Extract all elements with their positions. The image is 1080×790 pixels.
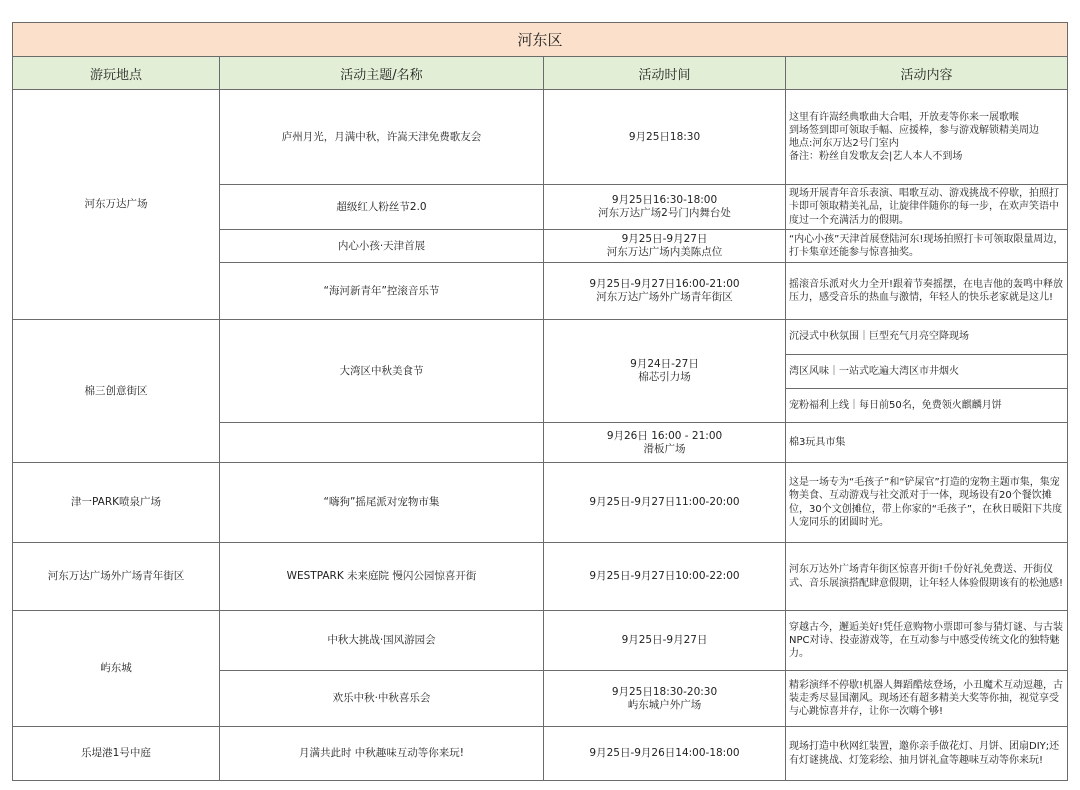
content-cell: 沉浸式中秋氛围｜巨型充气月亮空降现场 bbox=[786, 320, 1068, 355]
time-cell: 9月25日-9月27日16:00-21:00 河东万达广场外广场青年街区 bbox=[544, 263, 786, 320]
time-cell: 9月26日 16:00 - 21:00 滑板广场 bbox=[544, 423, 786, 463]
place-cell: 屿东城 bbox=[13, 611, 220, 727]
theme-cell: WESTPARK 未来庭院 慢闪公园惊喜开街 bbox=[220, 543, 544, 611]
place-cell: 乐堤港1号中庭 bbox=[13, 727, 220, 781]
place-cell: 棉三创意街区 bbox=[13, 320, 220, 463]
theme-cell: 欢乐中秋·中秋喜乐会 bbox=[220, 671, 544, 727]
place-cell: 河东万达广场 bbox=[13, 90, 220, 320]
content-cell: 宠粉福利上线｜每日前50名，免费领火麒麟月饼 bbox=[786, 389, 1068, 423]
content-cell: 这是一场专为“毛孩子”和“铲屎官”打造的宠物主题市集，集宠物美食、互动游戏与社交派对于一体，现场设有20个餐饮摊位，30个文创摊位，带上你家的“毛孩子”，在秋日暖阳下共度人宠同乐的团圆时光。 bbox=[786, 463, 1068, 543]
content-cell: 现场打造中秋网红装置，邀你亲手做花灯、月饼、团扇DIY;还有灯谜挑战、灯笼彩绘、抽月饼礼盒等趣味互动等你来玩! bbox=[786, 727, 1068, 781]
time-cell: 9月25日-9月26日14:00-18:00 bbox=[544, 727, 786, 781]
theme-cell: “嗨狗”摇尾派对宠物市集 bbox=[220, 463, 544, 543]
content-cell bbox=[786, 90, 1068, 185]
theme-cell: 庐州月光，月满中秋，许嵩天津免费歌友会 bbox=[220, 90, 544, 185]
theme-cell: 内心小孩·天津首展 bbox=[220, 230, 544, 263]
content-cell: 棉3玩具市集 bbox=[786, 423, 1068, 463]
header-content: 活动内容 bbox=[786, 57, 1068, 90]
content-cell: 湾区风味｜一站式吃遍大湾区市井烟火 bbox=[786, 355, 1068, 389]
event-table-wrapper bbox=[12, 22, 1068, 781]
content-line: 这里有许嵩经典歌曲大合唱，开放麦等你来一展歌喉 到场签到即可领取手幅、应援棒，参与游戏解锁精美周边 地点:河东万达2号门室内 备注：粉丝自发歌友会|艺人本人不到场 bbox=[789, 111, 1039, 163]
time-cell: 9月25日-9月27日11:00-20:00 bbox=[544, 463, 786, 543]
content-cell: 现场开展青年音乐表演、唱歌互动、游戏挑战不停歇，拍照打卡即可领取精美礼品，让旋律伴随你的每一步，在欢声笑语中度过一个充满活力的假期。 bbox=[786, 185, 1068, 230]
time-cell: 9月25日-9月27日10:00-22:00 bbox=[544, 543, 786, 611]
event-table bbox=[12, 22, 1068, 781]
theme-cell: 中秋大挑战·国风游园会 bbox=[220, 611, 544, 671]
theme-cell: “海河新青年”控滚音乐节 bbox=[220, 263, 544, 320]
content-cell: 河东万达外广场青年街区惊喜开街!千份好礼免费送、开街仪式、音乐展演搭配肆意假期，让年轻人体验假期该有的松弛感! bbox=[786, 543, 1068, 611]
content-cell: “内心小孩”天津首展登陆河东!现场拍照打卡可领取限量周边，打卡集章还能参与惊喜抽奖。 bbox=[786, 230, 1068, 263]
time-cell: 9月24日-27日 棉芯引力场 bbox=[544, 320, 786, 423]
header-place: 游玩地点 bbox=[13, 57, 220, 90]
content-cell: 精彩演绎不停歇!机器人舞蹈酷炫登场，小丑魔术互动逗趣，古装走秀尽显国潮风。现场还有超多精美大奖等你抽，视觉享受与心跳惊喜并存，让你一次嗨个够! bbox=[786, 671, 1068, 727]
time-cell: 9月25日16:30-18:00 河东万达广场2号门内舞台处 bbox=[544, 185, 786, 230]
header-theme: 活动主题/名称 bbox=[220, 57, 544, 90]
content-cell: 穿越古今，邂逅美好!凭任意购物小票即可参与猜灯谜、与古装NPC对诗、投壶游戏等，在互动参与中感受传统文化的独特魅力。 bbox=[786, 611, 1068, 671]
content-cell: 摇滚音乐派对火力全开!跟着节奏摇摆，在电吉他的轰鸣中释放压力，感受音乐的热血与激情，年轻人的快乐老家就是这儿! bbox=[786, 263, 1068, 320]
header-time: 活动时间 bbox=[544, 57, 786, 90]
time-cell: 9月25日18:30 bbox=[544, 90, 786, 185]
theme-cell: 月满共此时 中秋趣味互动等你来玩! bbox=[220, 727, 544, 781]
place-cell: 河东万达广场外广场青年街区 bbox=[13, 543, 220, 611]
time-cell: 9月25日-9月27日 bbox=[544, 611, 786, 671]
time-cell: 9月25日18:30-20:30 屿东城户外广场 bbox=[544, 671, 786, 727]
theme-cell: 超级红人粉丝节2.0 bbox=[220, 185, 544, 230]
theme-cell bbox=[220, 423, 544, 463]
place-cell: 津一PARK喷泉广场 bbox=[13, 463, 220, 543]
time-cell: 9月25日-9月27日 河东万达广场内美陈点位 bbox=[544, 230, 786, 263]
theme-cell: 大湾区中秋美食节 bbox=[220, 320, 544, 423]
table-title: 河东区 bbox=[13, 23, 1068, 57]
